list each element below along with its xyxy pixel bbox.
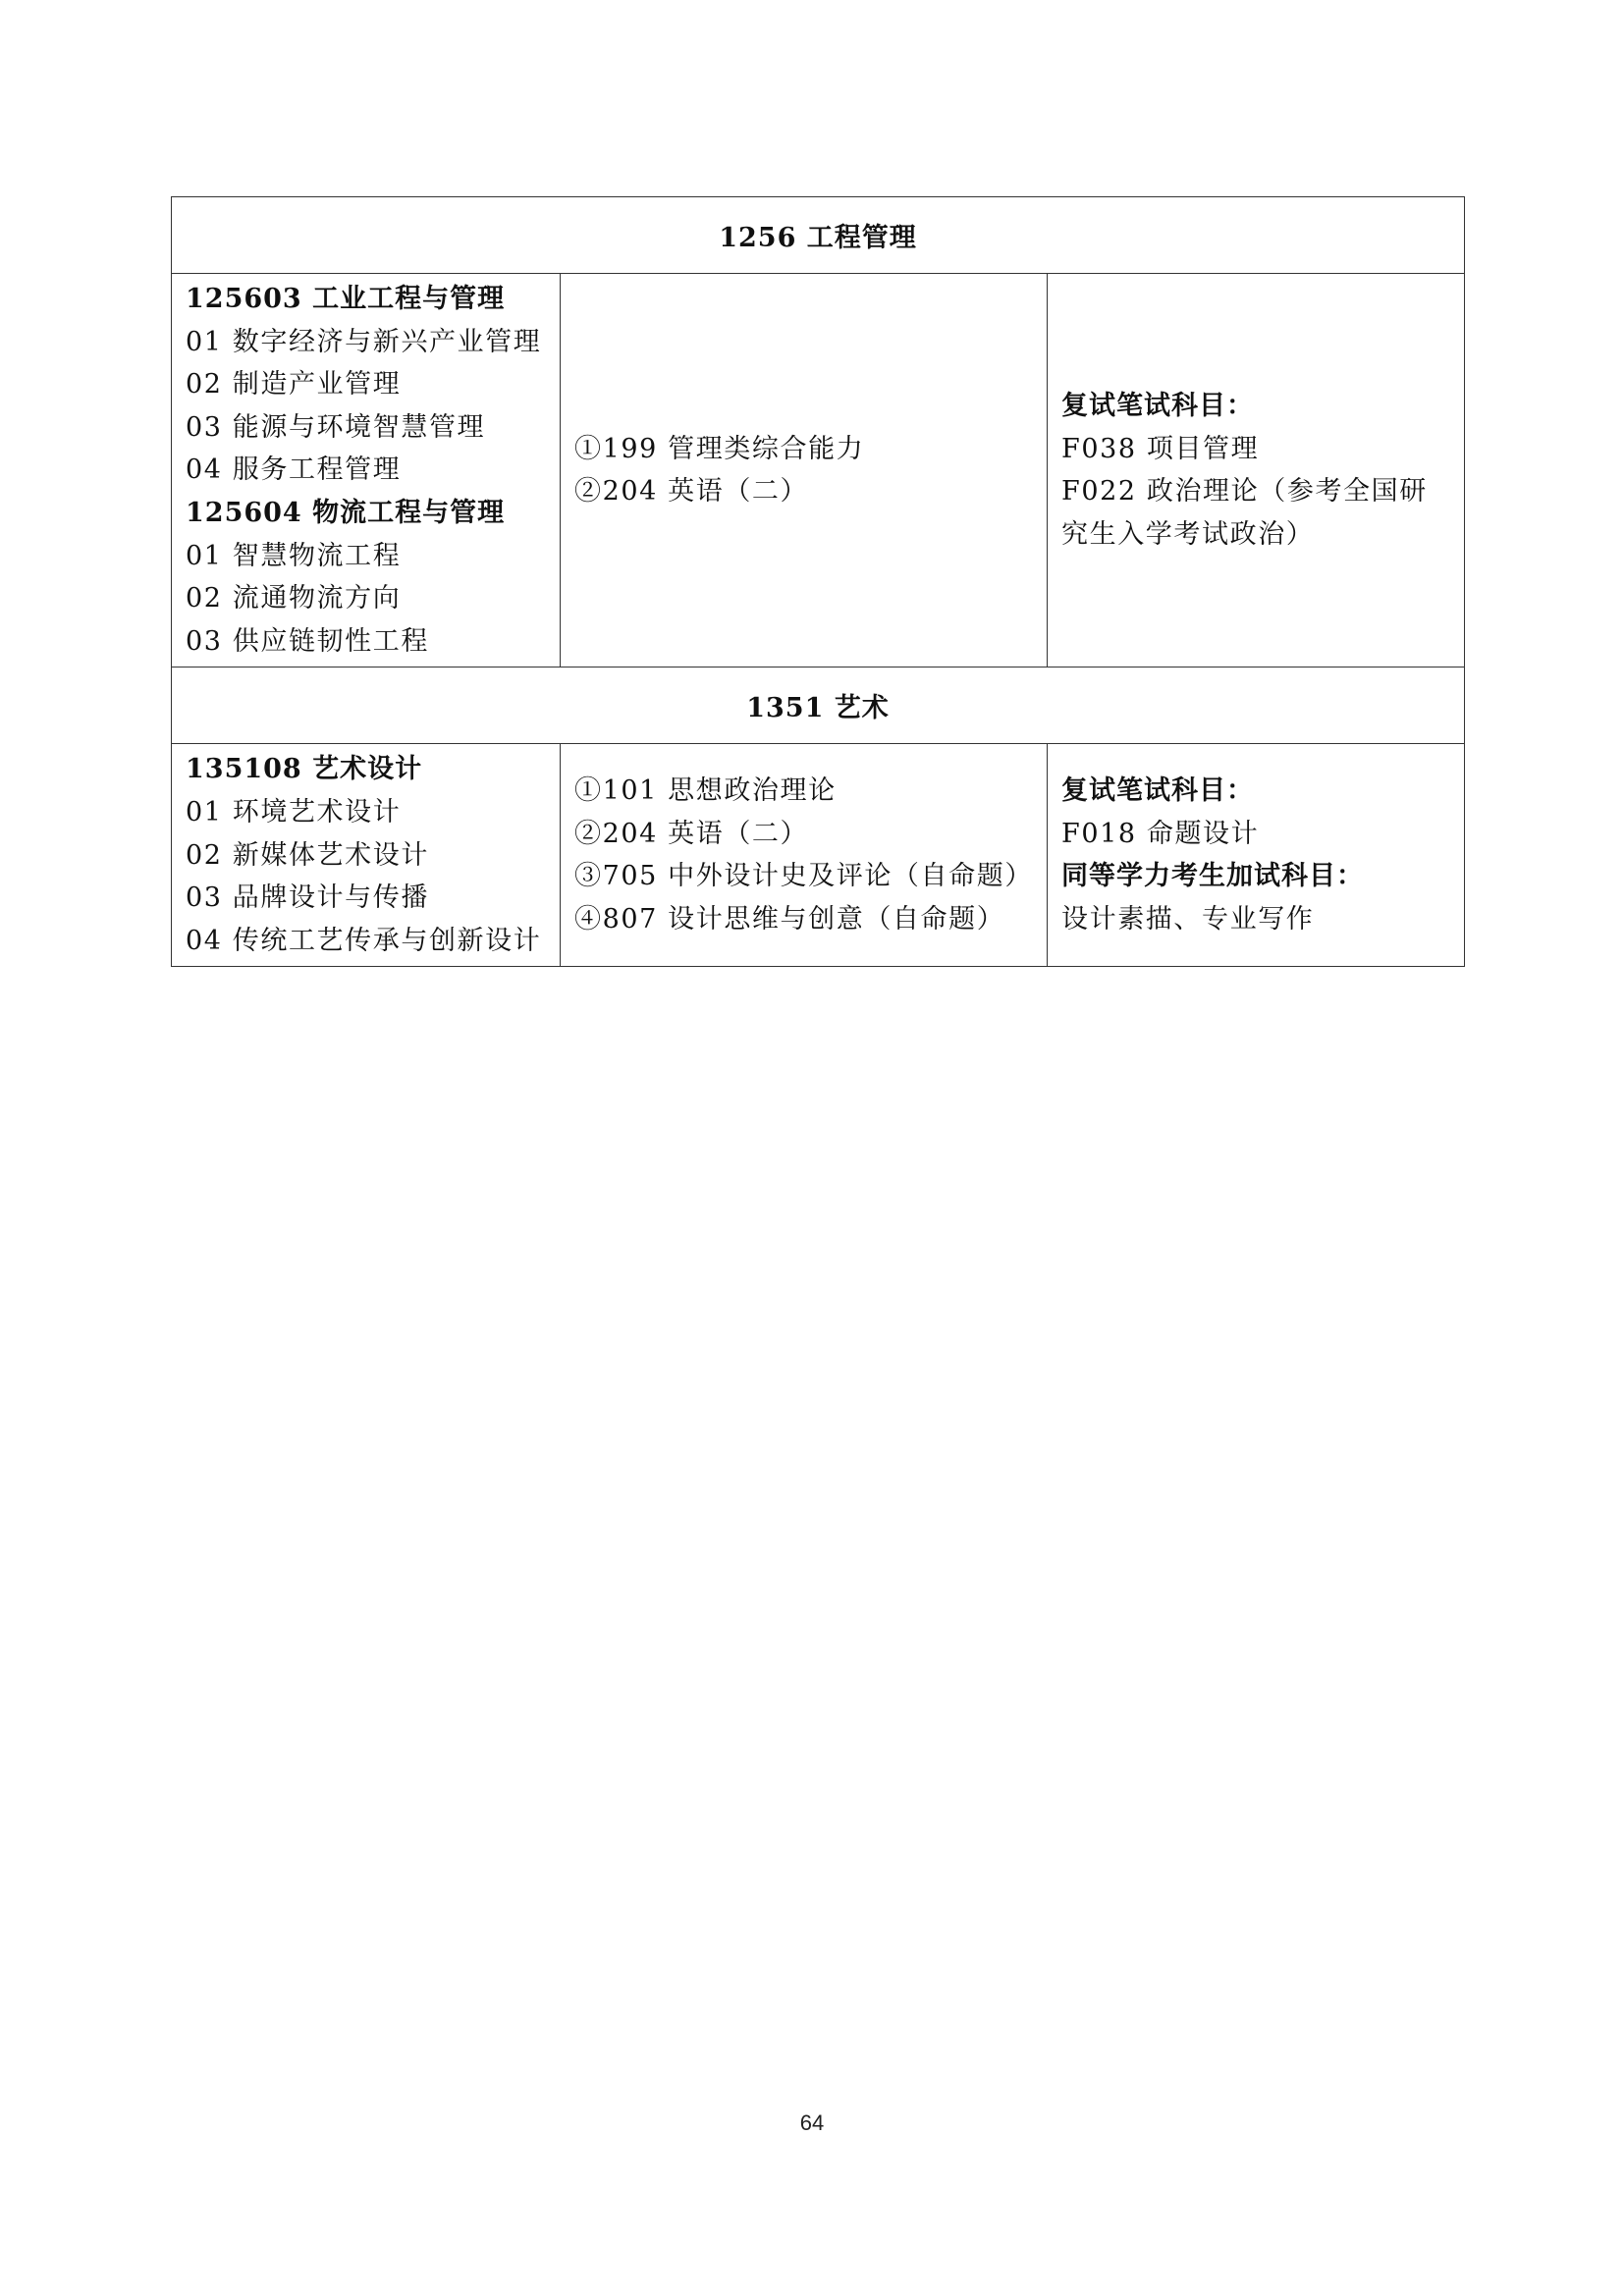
exam-subject: ①199 管理类综合能力 <box>574 433 865 464</box>
section-header-row <box>172 667 1465 744</box>
exam-subject: ③705 中外设计史及评论（自命题） <box>574 861 1033 892</box>
exam-subject: ②204 英语（二） <box>574 476 809 507</box>
retest-subject: F018 命题设计 <box>1061 818 1260 849</box>
retest-subject: F038 项目管理 <box>1061 433 1260 464</box>
exam-subject: ②204 英语（二） <box>574 818 809 849</box>
major-direction: 02 流通物流方向 <box>186 583 402 614</box>
program-table <box>171 196 1465 967</box>
retest-cell <box>1048 274 1465 667</box>
major-direction: 04 传统工艺传承与创新设计 <box>186 925 542 956</box>
major-direction: 03 供应链韧性工程 <box>186 625 429 657</box>
major-direction: 01 数字经济与新兴产业管理 <box>186 326 542 357</box>
major-title: 125603 工业工程与管理 <box>186 284 506 314</box>
major-title: 125604 物流工程与管理 <box>186 497 506 528</box>
retest-subject: 设计素描、专业写作 <box>1061 903 1315 934</box>
major-direction: 02 新媒体艺术设计 <box>186 839 429 871</box>
majors-cell <box>172 274 561 667</box>
section-body-row <box>172 274 1465 667</box>
exam-subjects-cell <box>561 274 1048 667</box>
exam-subject: ④807 设计思维与创意（自命题） <box>574 903 1005 934</box>
retest-subject: F022 政治理论（参考全国研究生入学考试政治） <box>1061 476 1428 550</box>
retest-heading: 复试笔试科目： <box>1061 775 1254 807</box>
major-direction: 04 服务工程管理 <box>186 454 402 486</box>
retest-cell <box>1048 744 1465 967</box>
page-number: 64 <box>799 2110 825 2135</box>
section-title: 1351 艺术 <box>746 693 890 724</box>
section-body-row <box>172 744 1465 967</box>
exam-subjects-cell <box>561 744 1048 967</box>
section-header-row <box>172 197 1465 274</box>
majors-cell <box>172 744 561 967</box>
retest-heading: 同等学力考生加试科目： <box>1061 861 1364 892</box>
major-direction: 03 品牌设计与传播 <box>186 882 429 914</box>
section-header-art <box>172 667 1465 744</box>
section-title: 1256 工程管理 <box>719 223 917 253</box>
major-direction: 01 智慧物流工程 <box>186 540 402 571</box>
major-direction: 01 环境艺术设计 <box>186 796 402 828</box>
exam-subject: ①101 思想政治理论 <box>574 775 837 807</box>
major-title: 135108 艺术设计 <box>186 754 423 785</box>
major-direction: 02 制造产业管理 <box>186 369 402 400</box>
retest-heading: 复试笔试科目： <box>1061 390 1254 421</box>
section-header-engineering-management <box>172 197 1465 274</box>
major-direction: 03 能源与环境智慧管理 <box>186 411 486 443</box>
